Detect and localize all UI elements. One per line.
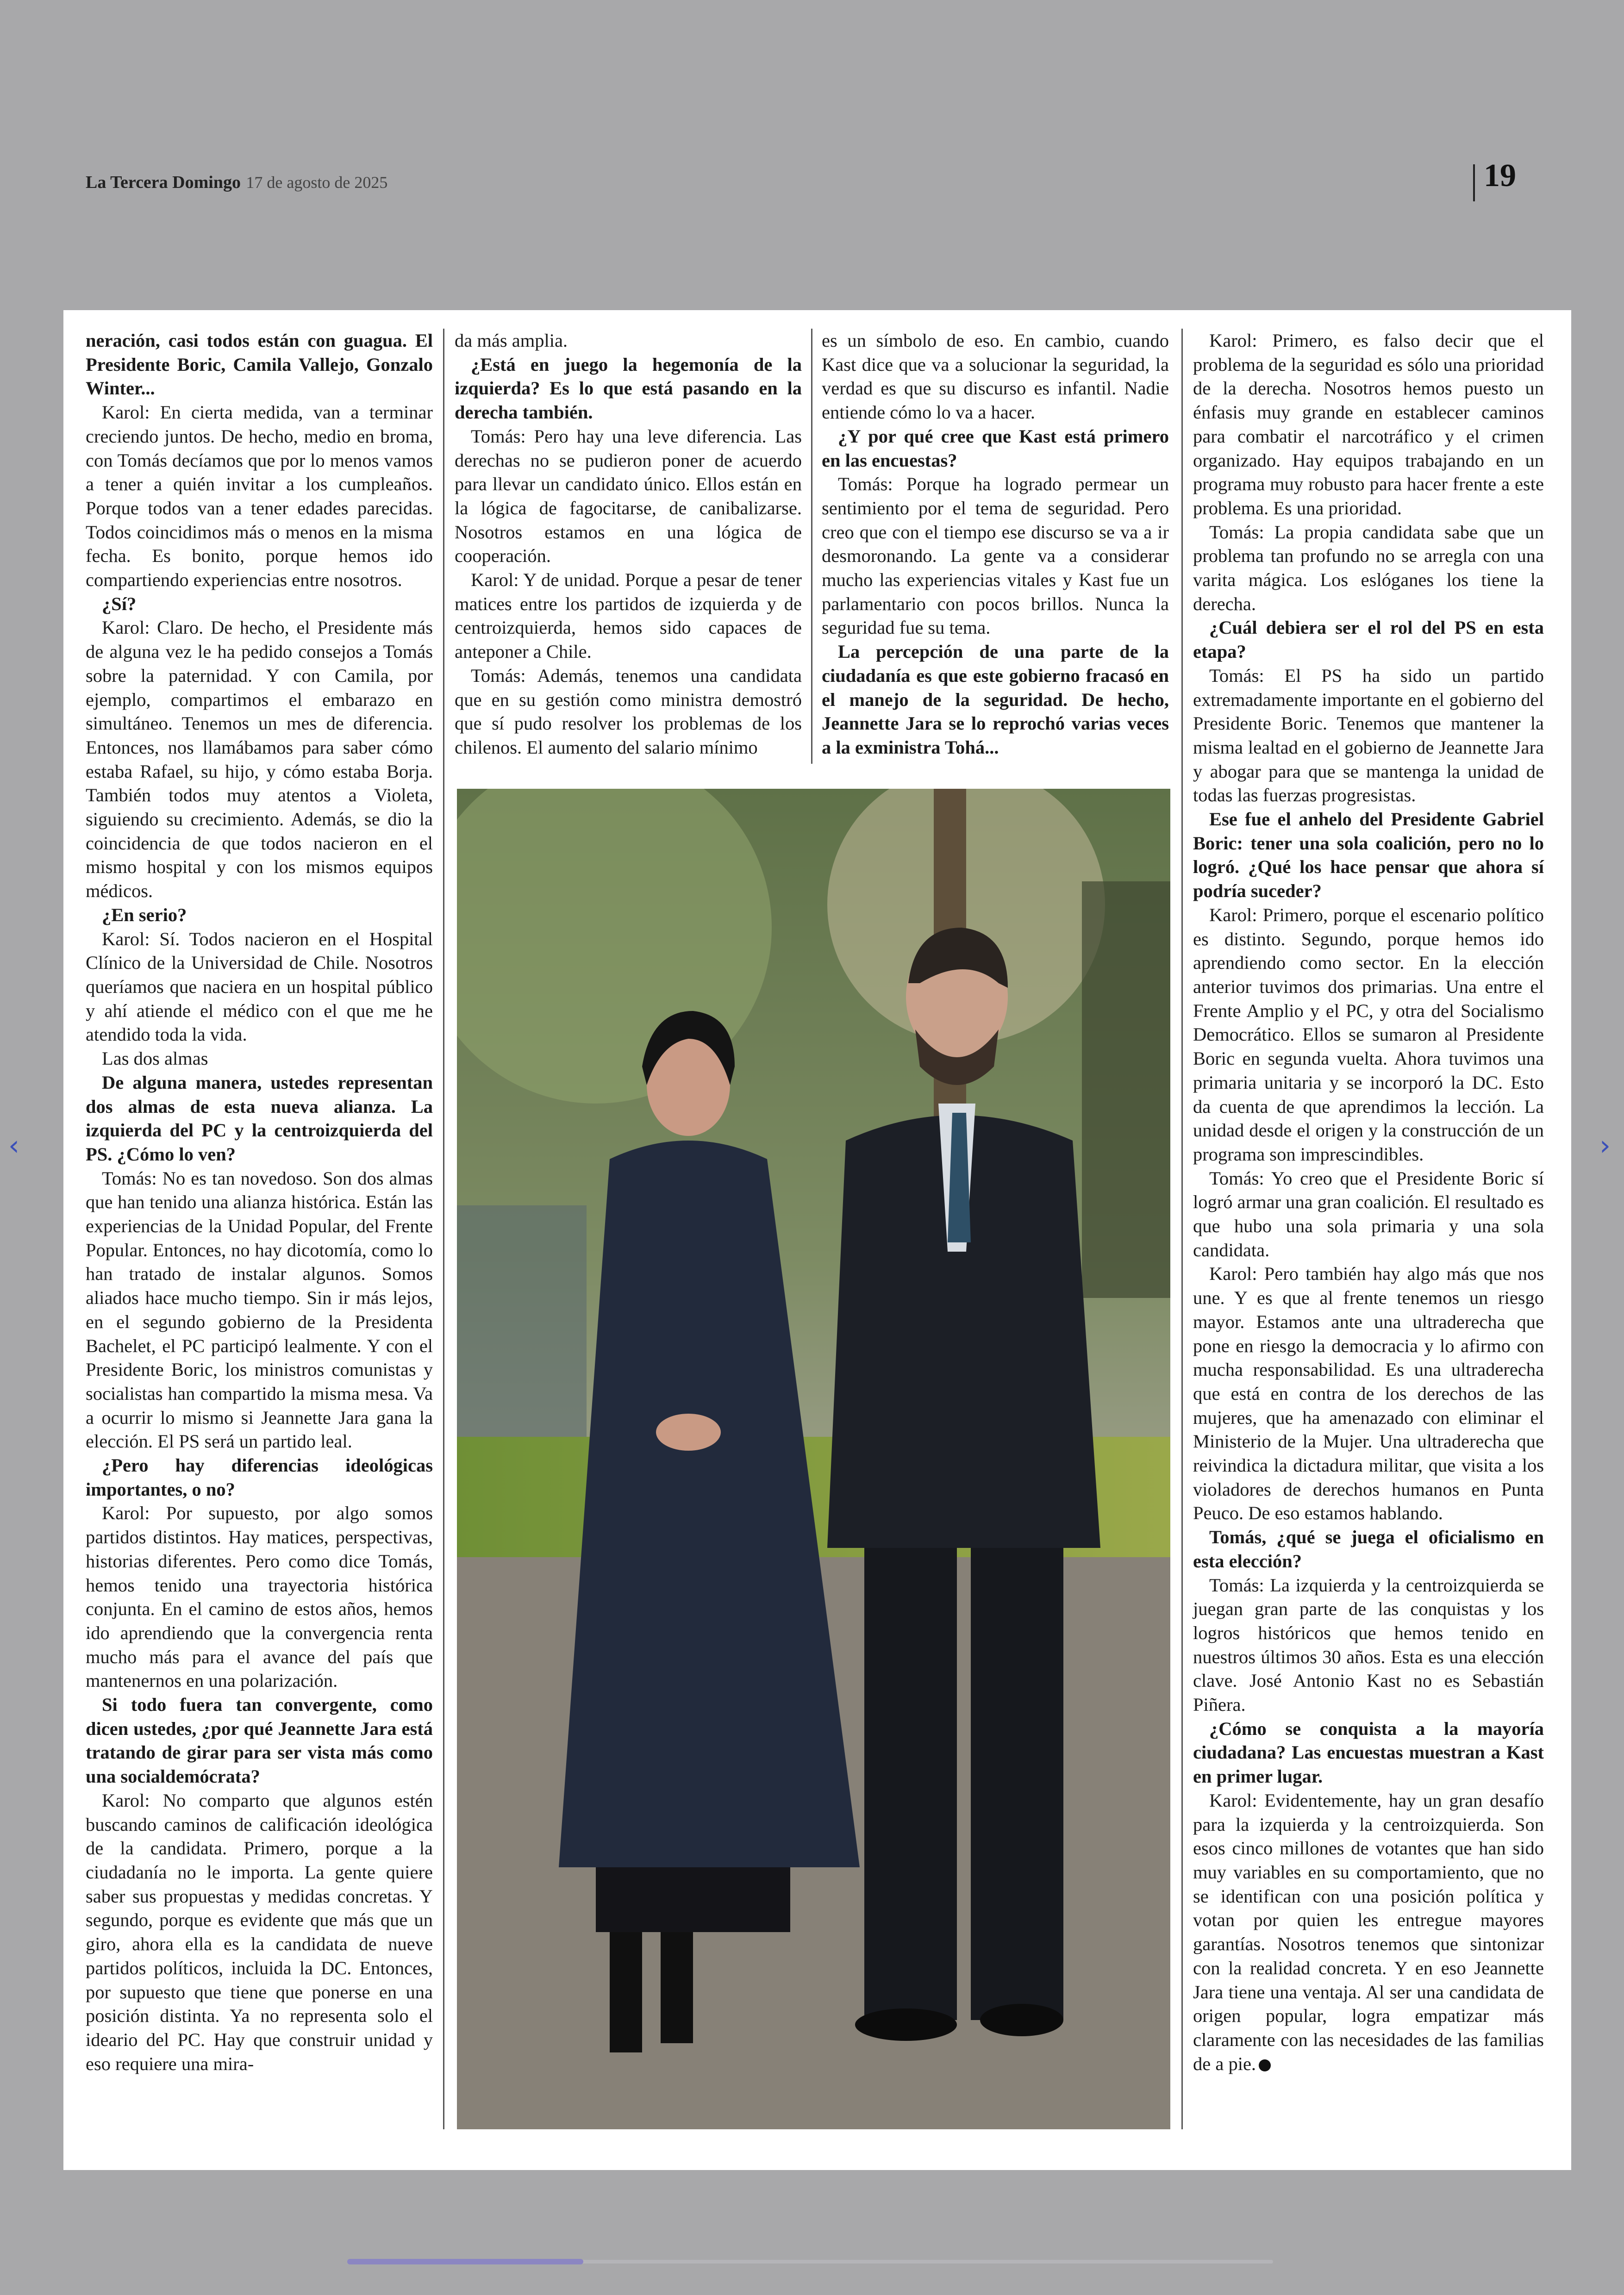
question-paragraph: ¿Y por qué cree que Kast está primero en las encuestas? xyxy=(822,425,1169,471)
article-column-2 xyxy=(455,329,802,760)
answer-paragraph: Karol: Primero, porque el escenario político es distinto. Segundo, porque hemos ido aprendiendo como sector. En la elección anterior tuvimos dos primarias. Una entre el Frente Amplio y el PC, y otra del Socialismo Democrático. Ellos se sumaron al Presidente Boric en segunda vuelta. Ahora tuvimos una primaria unitaria y se incorporó la DC. Esto da cuenta de que aprendimos la lección. La unidad desde el origen y la construcción de un programa son imprescindibles. xyxy=(1193,904,1544,1165)
question-paragraph: ¿Pero hay diferencias ideológicas importantes, o no? xyxy=(86,1455,433,1500)
issue-date: 17 de agosto de 2025 xyxy=(246,173,388,192)
answer-paragraph: Tomás: La izquierda y la centroizquierda se juegan gran parte de las conquistas y los logros históricos que hemos tenido en nuestros últimos 30 años. Esta es una elección clave. José Antonio Kast no es Sebastián Piñera. xyxy=(1193,1574,1544,1715)
question-paragraph: De alguna manera, ustedes representan dos almas de esta nueva alianza. La izquierda del PC y la centroizquierda del PS. ¿Cómo lo ven? xyxy=(86,1072,433,1165)
interviewees-photo xyxy=(457,789,1170,2129)
question-paragraph: Ese fue el anhelo del Presidente Gabriel Boric: tener una sola coalición, pero no lo logró. ¿Qué los hace pensar que ahora sí podría suceder? xyxy=(1193,809,1544,902)
answer-paragraph: Karol: Sí. Todos nacieron en el Hospital Clínico de la Universidad de Chile. Nosotros queríamos que naciera en un hospital público y ahí atiende el médico con el que me he atendido toda la vida. xyxy=(86,928,433,1045)
answer-paragraph: Tomás: Además, tenemos una candidata que en su gestión como ministra demostró que sí pudo resolver los problemas de los chilenos. El aumento del salario mínimo xyxy=(455,665,802,758)
question-paragraph: ¿Sí? xyxy=(102,593,137,614)
answer-paragraph: Karol: Primero, es falso decir que el problema de la seguridad es sólo una prioridad de la derecha. Nosotros hemos puesto un énfasis muy grande en establecer caminos para combatir el narcotráfico y el crimen organizado. Hay equipos trabajando en un programa muy robusto para hacer frente a este problema. Es una prioridad. xyxy=(1193,330,1544,518)
header-divider xyxy=(1473,164,1475,201)
answer-paragraph: Las dos almas xyxy=(102,1048,208,1069)
newspaper-page xyxy=(63,310,1571,2170)
column-rule xyxy=(1181,329,1183,2129)
chevron-right-icon: › xyxy=(1599,1129,1611,1162)
answer-paragraph: Karol: Pero también hay algo más que nos une. Y es que al frente tenemos un riesgo mayor. Estamos ante una ultraderecha que pone en riesgo la democracia y lo afirmo con mucha responsabilidad. Es una ultraderecha que está en contra de los derechos de las mujeres, que ha amenazado con eliminar el Ministerio de la Mujer. Una ultraderecha que reivindica la dictadura militar, que visita a los violadores de derechos humanos en Punta Peuco. De eso estamos hablando. xyxy=(1193,1263,1544,1524)
next-page-button[interactable] xyxy=(1599,1129,1611,1162)
answer-paragraph: Karol: Evidentemente, hay un gran desafío para la izquierda y la centroizquierda. Son esos cinco millones de votantes que han sido muy variables en su comportamiento, que no se identifican con una posición política y votan por quien les entregue mayores garantías. Nosotros tenemos que sintonizar con la realidad concreta. Y en eso Jeannette Jara tiene una ventaja. Al ser una candidata de origen popular, logra empatizar más claramente con las necesidades de las familias de a pie. xyxy=(1193,1790,1544,2074)
answer-paragraph: Tomás: Pero hay una leve diferencia. Las derechas no se pudieron poner de acuerdo para llevar un candidato único. Ellos están en la lógica de fagocitarse, de canibalizarse. Nosotros estamos en una lógica de cooperación. xyxy=(455,425,802,567)
answer-paragraph: Tomás: No es tan novedoso. Son dos almas que han tenido una alianza histórica. Están las experiencias de la Unidad Popular, del Frente Popular. Entonces, no hay dicotomía, como lo han tratado de instalar algunos. Somos aliados hace mucho tiempo. Sin ir más lejos, en el segundo gobierno de la Presidenta Bachelet, el PC participó lealmente. Y con el Presidente Boric, los ministros comunistas y socialistas han compartido la misma mesa. Va a ocurrir lo mismo si Jeannette Jara gana la elección. El PS será un partido leal. xyxy=(86,1167,433,1452)
prev-page-button[interactable] xyxy=(8,1129,19,1162)
answer-paragraph: Tomás: El PS ha sido un partido extremadamente importante en el gobierno del Presidente Boric. Tenemos que mantener la misma lealtad en el gobierno de Jeannette Jara y abogar para que se mantenga la unidad de todas las fuerzas progresistas. xyxy=(1193,665,1544,806)
article-column-4 xyxy=(1193,329,1544,2076)
answer-paragraph: Karol: Y de unidad. Porque a pesar de tener matices entre los partidos de izquierda y de centroizquierda, hemos sido capaces de anteponer a Chile. xyxy=(455,569,802,662)
chevron-left-icon: ‹ xyxy=(8,1129,19,1162)
question-paragraph: neración, casi todos están con guagua. El Presidente Boric, Camila Vallejo, Gonzalo Winter... xyxy=(86,330,433,399)
question-paragraph: La percepción de una parte de la ciudadanía es que este gobierno fracasó en el manejo de la seguridad. De hecho, Jeannette Jara se lo reprochó varias veces a la exministra Tohá... xyxy=(822,641,1169,758)
end-mark-icon xyxy=(1259,2059,1271,2071)
question-paragraph: ¿Está en juego la hegemonía de la izquierda? Es lo que está pasando en la derecha también. xyxy=(455,354,802,423)
column-rule xyxy=(811,329,812,764)
answer-paragraph: Karol: En cierta medida, van a terminar creciendo juntos. De hecho, medio en broma, con Tomás decíamos que por lo menos vamos a tener a quién invitar a los cumpleaños. Porque todos van a tener edades parecidas. Todos coincidimos más o menos en la misma fecha. Es bonito, porque hemos ido compartiendo experiencias entre nosotros. xyxy=(86,402,433,591)
answer-paragraph: es un símbolo de eso. En cambio, cuando Kast dice que va a solucionar la seguridad, la verdad es que su discurso es infantil. Nadie entiende cómo lo va a hacer. xyxy=(822,330,1169,423)
page-header xyxy=(86,172,387,193)
question-paragraph: ¿Cómo se conquista a la mayoría ciudadana? Las encuestas muestran a Kast en primer lugar. xyxy=(1193,1718,1544,1787)
page-number: 19 xyxy=(1484,158,1516,193)
answer-paragraph: Karol: Claro. De hecho, el Presidente más de alguna vez le ha pedido consejos a Tomás sobre la paternidad. Y con Camila, por ejemplo, compartimos el embarazo en simultáneo. Tenemos un mes de diferencia. Entonces, nos llamábamos para saber cómo estaba Rafael, su hijo, y cómo estaba Borja. También todos muy atentos a Violeta, siguiendo su crecimiento. Además, se dio la coincidencia de que todos nacieron en el mismo hospital y con los mismos equipos médicos. xyxy=(86,617,433,902)
article-column-1 xyxy=(86,329,433,2076)
answer-paragraph: Tomás: La propia candidata sabe que un problema tan profundo no se arregla con una varita mágica. Los eslóganes los tiene la derecha. xyxy=(1193,521,1544,614)
newspaper-name: La Tercera Domingo xyxy=(86,173,241,192)
question-paragraph: ¿Cuál debiera ser el rol del PS en esta etapa? xyxy=(1193,617,1544,662)
question-paragraph: Si todo fuera tan convergente, como dicen ustedes, ¿por qué Jeannette Jara está tratando de girar para ser vista más como una socialdemócrata? xyxy=(86,1694,433,1787)
answer-paragraph: da más amplia. xyxy=(455,330,568,351)
question-paragraph: Tomás, ¿qué se juega el oficialismo en esta elección? xyxy=(1193,1527,1544,1572)
horizontal-scrollbar-thumb[interactable] xyxy=(347,2259,583,2264)
answer-paragraph: Tomás: Yo creo que el Presidente Boric sí logró armar una gran coalición. El resultado es que hubo una sola primaria y una sola candidata. xyxy=(1193,1167,1544,1260)
answer-paragraph: Karol: Por supuesto, por algo somos partidos distintos. Hay matices, perspectivas, historias diferentes. Pero como dice Tomás, hemos tenido una trayectoria histórica conjunta. En el camino de estos años, hemos ido aprendiendo que la convergencia renta mucho más para el avance del país que mantenernos en una polarización. xyxy=(86,1503,433,1691)
column-rule xyxy=(443,329,444,2129)
article-column-3 xyxy=(822,329,1169,760)
answer-paragraph: Tomás: Porque ha logrado permear un sentimiento por el tema de seguridad. Pero creo que con el tiempo ese discurso se va a ir desmoronando. La gente va a considerar mucho las experiencias vitales y Kast fue un parlamentario con pocos brillos. Nunca la seguridad fue su tema. xyxy=(822,474,1169,638)
answer-paragraph: Karol: No comparto que algunos estén buscando caminos de calificación ideológica de la candidata. Primero, porque a la ciudadanía no le importa. La gente quiere saber sus propuestas y medidas concretas. Y segundo, porque es evidente que más que un giro, ahora ella es la candidata de nueve partidos políticos, incluida la DC. Entonces, por supuesto que tiene que ponerse en una posición distinta. Ya no representa solo el ideario del PC. Hay que construir unidad y eso requiere una mira- xyxy=(86,1790,433,2074)
question-paragraph: ¿En serio? xyxy=(102,904,187,925)
